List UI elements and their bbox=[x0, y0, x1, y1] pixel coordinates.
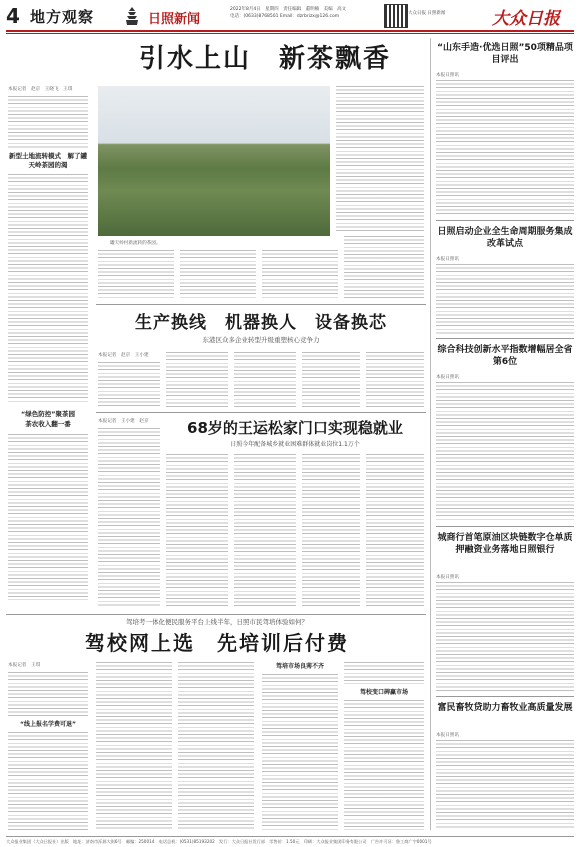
story4-body-1 bbox=[8, 672, 88, 716]
sidebar-divider-2 bbox=[436, 338, 574, 339]
story4-body-4 bbox=[178, 662, 254, 830]
sidebar-body-4 bbox=[436, 582, 574, 692]
sidebar-body-3 bbox=[436, 382, 574, 522]
story3-body-2 bbox=[166, 454, 228, 608]
story2-body-1 bbox=[98, 362, 160, 408]
lead-body-1 bbox=[8, 96, 88, 148]
lead-subhead: 新型土地流转模式 解了罐天岭茶园的渴 bbox=[9, 152, 87, 169]
sidebar-byline-3: 本报日照讯 bbox=[436, 375, 459, 380]
story4-sub-1: “线上报名学费可退” bbox=[20, 721, 76, 728]
pagoda-logo-icon bbox=[122, 6, 142, 26]
lead-body-4 bbox=[98, 250, 174, 298]
divider-3 bbox=[6, 614, 426, 615]
story3-body-1 bbox=[98, 428, 160, 608]
sidebar-body-2 bbox=[436, 264, 574, 334]
story4-body-3 bbox=[96, 662, 172, 830]
story3-body-4 bbox=[302, 454, 360, 608]
left-body-3 bbox=[8, 434, 88, 600]
header-info bbox=[230, 6, 380, 20]
sidebar-headline-2: 日照启动企业全生命周期服务集成改革试点 bbox=[437, 227, 573, 249]
sidebar-headline-3: 综合科技创新水平指数增幅居全省第6位 bbox=[437, 345, 573, 367]
story4-sub-2: 驾培市场良莠不齐 bbox=[275, 663, 324, 670]
contact-line: 电话：(0633)8768501 Email：dzrbrizx@126.com bbox=[230, 14, 340, 19]
story2-subtitle: 东港区众多企业转型升级重塑核心竞争力 bbox=[202, 336, 320, 344]
story2-body-2 bbox=[166, 352, 228, 408]
story2-byline: 本报记者 赵京 王小建 bbox=[98, 353, 149, 358]
story2-headline: 生产换线 机器换人 设备换芯 bbox=[135, 313, 387, 333]
brand-logo: 大众日报 bbox=[492, 9, 560, 29]
sidebar-rule bbox=[430, 38, 431, 830]
sidebar-divider-1 bbox=[436, 220, 574, 221]
story4-headline: 驾校网上选 先培训后付费 bbox=[85, 631, 349, 655]
story3-subtitle: 日照今年配备城乡就业困难群体就业岗位1.1万个 bbox=[230, 441, 360, 448]
story2-body-3 bbox=[234, 352, 296, 408]
story3-headline: 68岁的王运松家门口实现稳就业 bbox=[187, 419, 403, 437]
sidebar-headline-4: 城商行首笔原油区块链数字仓单质押融资业务落地日照银行 bbox=[437, 533, 573, 555]
lead-headline: 引水上山 新茶飘香 bbox=[138, 44, 391, 74]
story2-body-5 bbox=[366, 352, 424, 408]
story4-body-6 bbox=[344, 662, 424, 684]
story4-byline: 本报记者 王琪 bbox=[8, 663, 41, 668]
left-sub-1: “绿色防控”聚茶园 bbox=[20, 410, 76, 418]
story4-body-7 bbox=[344, 700, 424, 830]
sidebar-byline-2: 本报日照讯 bbox=[436, 257, 459, 262]
story2-body-4 bbox=[302, 352, 360, 408]
footer-imprint: 大众报业集团（大众日报社）出版 地址：济南市泺源大街6号 邮编：250014 电话总机：(0531)85193202 发行：大众日报社发行部 零售价：1.50元 印刷：大众报业集团印务有限公司 广告许可证：鲁工商广字0001号 bbox=[6, 836, 574, 845]
story3-byline: 本报记者 王小建 赵京 bbox=[98, 419, 149, 424]
story4-body-2 bbox=[8, 732, 88, 830]
sidebar-body-1 bbox=[436, 80, 574, 216]
date-line: 2022年8月4日 星期四 责任编辑 董明楠 美编 高文 bbox=[230, 7, 347, 12]
header-rule bbox=[6, 30, 574, 32]
paper-name: 日照新闻 bbox=[148, 12, 201, 27]
header-rule-thin bbox=[6, 33, 574, 34]
sidebar-byline-4: 本报日照讯 bbox=[436, 575, 459, 580]
qr-caption: 大众日报 日照新闻 bbox=[408, 11, 446, 16]
sidebar-headline-5: 富民畜牧贷助力畜牧业高质量发展 bbox=[437, 703, 573, 713]
divider-2 bbox=[96, 412, 426, 413]
qr-code bbox=[384, 4, 408, 28]
lead-byline: 本报记者 赵京 王晓飞 王琪 bbox=[8, 87, 73, 92]
story4-body-5 bbox=[262, 674, 338, 830]
page-number: 4 bbox=[6, 4, 20, 28]
sidebar-byline-5: 本报日照讯 bbox=[436, 733, 459, 738]
lead-body-5 bbox=[180, 250, 256, 298]
divider-1 bbox=[96, 304, 426, 305]
story4-subtitle: 驾培考一体化便民服务平台上线半年，日照市民驾培体验如何？ bbox=[126, 618, 308, 626]
story3-body-5 bbox=[366, 454, 424, 608]
tea-garden-photo bbox=[98, 86, 330, 236]
sidebar-byline-1: 本报日照讯 bbox=[436, 73, 459, 78]
lead-body-6 bbox=[262, 250, 338, 298]
section-title: 地方观察 bbox=[30, 8, 95, 26]
photo-caption: 罐天岭村新流转的茶园。 bbox=[110, 241, 161, 246]
sidebar-body-5 bbox=[436, 740, 574, 830]
lead-body-3 bbox=[336, 86, 424, 231]
sidebar-divider-3 bbox=[436, 526, 574, 527]
lead-body-7 bbox=[344, 236, 424, 298]
left-sub-2: 茶农收入翻一番 bbox=[25, 420, 71, 428]
story3-body-3 bbox=[234, 454, 296, 608]
story4-sub-3: 驾校变口碑赢市场 bbox=[359, 689, 408, 696]
lead-body-2 bbox=[8, 174, 88, 404]
sidebar-headline-1: “山东手造·优选日照”50项精品项目评出 bbox=[437, 43, 573, 65]
sidebar-divider-4 bbox=[436, 696, 574, 697]
